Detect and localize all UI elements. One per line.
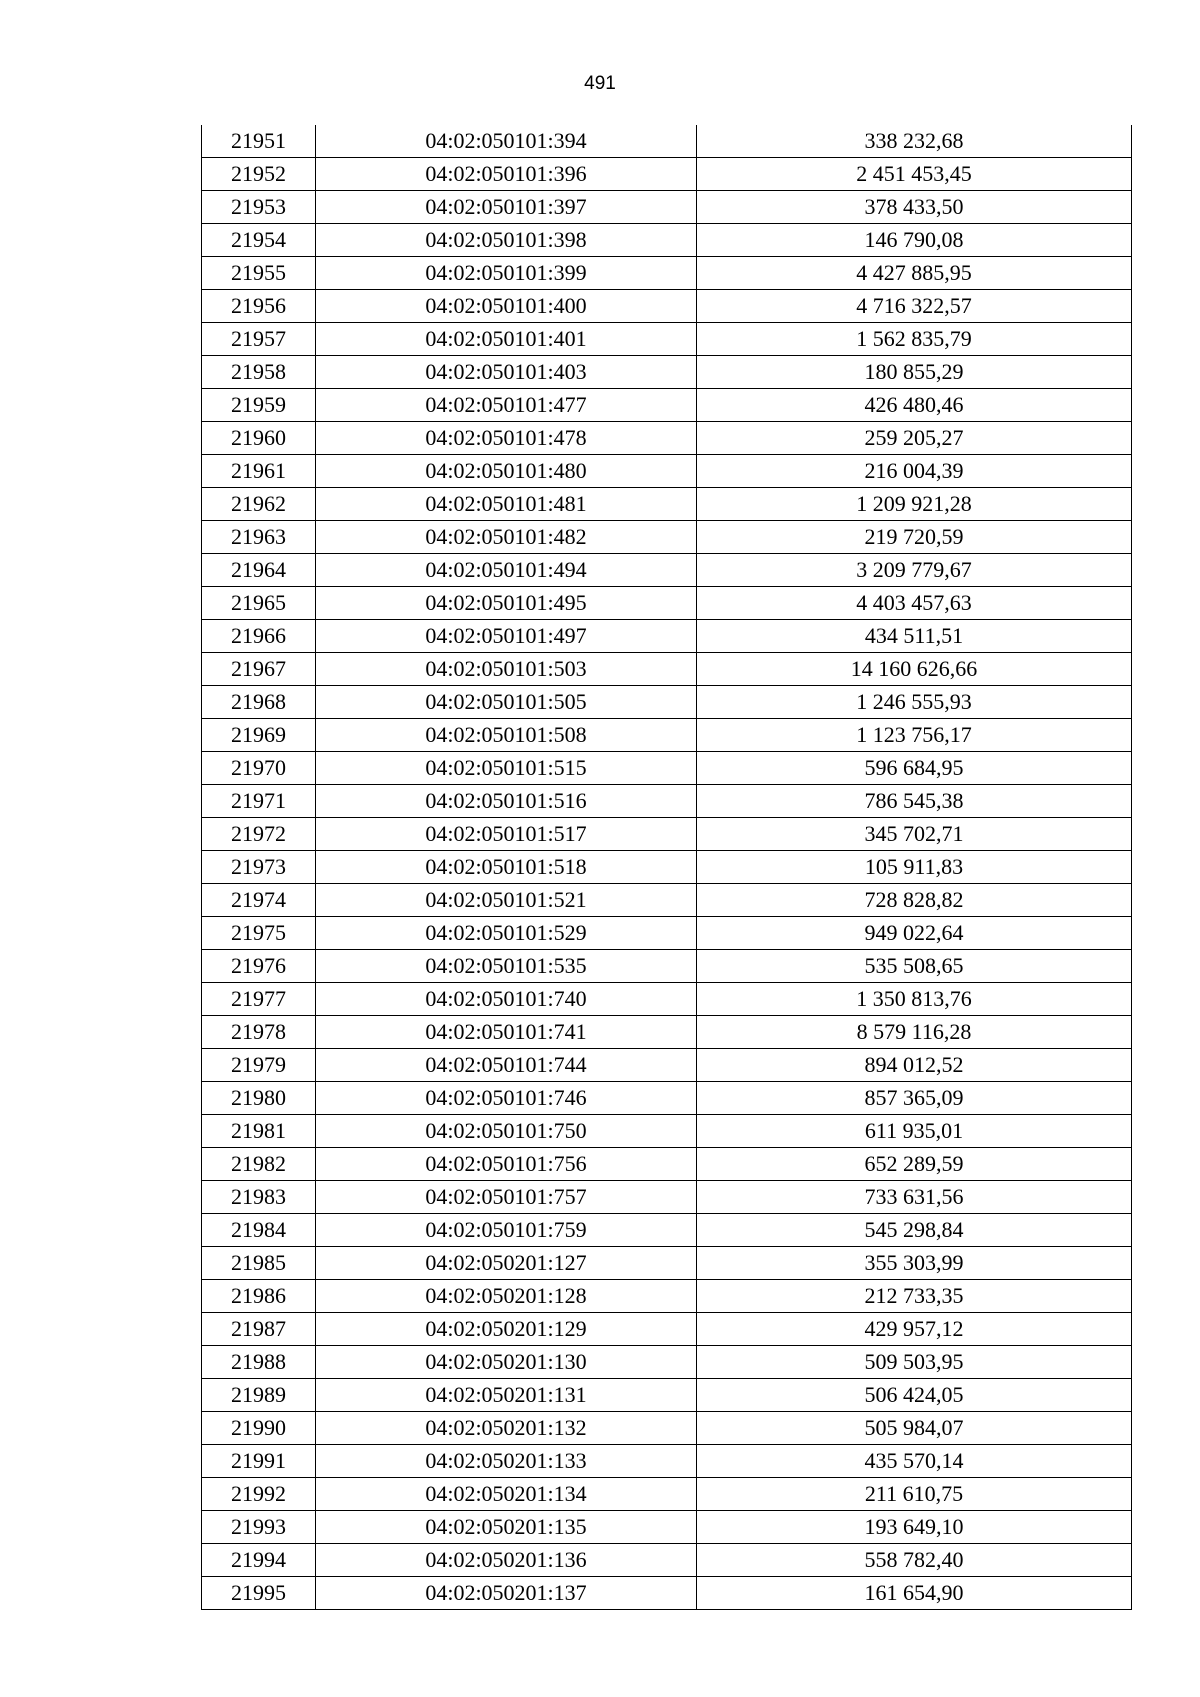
data-table [201, 125, 1132, 1610]
value-cell: 652 289,59 [697, 1148, 1132, 1181]
value-cell: 894 012,52 [697, 1049, 1132, 1082]
value-cell: 949 022,64 [697, 917, 1132, 950]
value-cell: 216 004,39 [697, 455, 1132, 488]
table-row [202, 521, 1132, 554]
table-row [202, 389, 1132, 422]
row-number-cell: 21970 [202, 752, 316, 785]
row-number-cell: 21987 [202, 1313, 316, 1346]
cadastral-number-cell: 04:02:050101:515 [316, 752, 697, 785]
value-cell: 2 451 453,45 [697, 158, 1132, 191]
value-cell: 545 298,84 [697, 1214, 1132, 1247]
value-cell: 3 209 779,67 [697, 554, 1132, 587]
table-row [202, 950, 1132, 983]
row-number-cell: 21988 [202, 1346, 316, 1379]
value-cell: 105 911,83 [697, 851, 1132, 884]
row-number-cell: 21963 [202, 521, 316, 554]
cadastral-number-cell: 04:02:050101:482 [316, 521, 697, 554]
value-cell: 1 350 813,76 [697, 983, 1132, 1016]
row-number-cell: 21959 [202, 389, 316, 422]
table-row [202, 686, 1132, 719]
cadastral-number-cell: 04:02:050101:744 [316, 1049, 697, 1082]
table-row [202, 587, 1132, 620]
cadastral-number-cell: 04:02:050101:399 [316, 257, 697, 290]
cadastral-number-cell: 04:02:050101:740 [316, 983, 697, 1016]
cadastral-number-cell: 04:02:050201:133 [316, 1445, 697, 1478]
row-number-cell: 21961 [202, 455, 316, 488]
table-row [202, 1412, 1132, 1445]
value-cell: 596 684,95 [697, 752, 1132, 785]
row-number-cell: 21965 [202, 587, 316, 620]
table-row [202, 158, 1132, 191]
table-row [202, 1577, 1132, 1610]
value-cell: 1 562 835,79 [697, 323, 1132, 356]
value-cell: 180 855,29 [697, 356, 1132, 389]
cadastral-number-cell: 04:02:050101:398 [316, 224, 697, 257]
cadastral-number-cell: 04:02:050101:521 [316, 884, 697, 917]
cadastral-number-cell: 04:02:050101:535 [316, 950, 697, 983]
row-number-cell: 21958 [202, 356, 316, 389]
cadastral-number-cell: 04:02:050101:746 [316, 1082, 697, 1115]
row-number-cell: 21983 [202, 1181, 316, 1214]
cadastral-number-cell: 04:02:050101:397 [316, 191, 697, 224]
row-number-cell: 21984 [202, 1214, 316, 1247]
cadastral-number-cell: 04:02:050101:403 [316, 356, 697, 389]
value-cell: 219 720,59 [697, 521, 1132, 554]
cadastral-number-cell: 04:02:050101:494 [316, 554, 697, 587]
row-number-cell: 21976 [202, 950, 316, 983]
cadastral-number-cell: 04:02:050201:128 [316, 1280, 697, 1313]
table-row [202, 1181, 1132, 1214]
table-row [202, 1544, 1132, 1577]
cadastral-number-cell: 04:02:050101:478 [316, 422, 697, 455]
cadastral-number-cell: 04:02:050101:518 [316, 851, 697, 884]
cadastral-number-cell: 04:02:050101:756 [316, 1148, 697, 1181]
cadastral-number-cell: 04:02:050101:505 [316, 686, 697, 719]
row-number-cell: 21962 [202, 488, 316, 521]
table-row [202, 455, 1132, 488]
value-cell: 426 480,46 [697, 389, 1132, 422]
table-row [202, 1214, 1132, 1247]
value-cell: 345 702,71 [697, 818, 1132, 851]
row-number-cell: 21986 [202, 1280, 316, 1313]
row-number-cell: 21972 [202, 818, 316, 851]
table-row [202, 1148, 1132, 1181]
row-number-cell: 21995 [202, 1577, 316, 1610]
cadastral-number-cell: 04:02:050101:396 [316, 158, 697, 191]
table-row [202, 125, 1132, 158]
table-row [202, 290, 1132, 323]
row-number-cell: 21985 [202, 1247, 316, 1280]
table-row [202, 488, 1132, 521]
row-number-cell: 21993 [202, 1511, 316, 1544]
cadastral-number-cell: 04:02:050101:741 [316, 1016, 697, 1049]
value-cell: 435 570,14 [697, 1445, 1132, 1478]
value-cell: 786 545,38 [697, 785, 1132, 818]
row-number-cell: 21957 [202, 323, 316, 356]
cadastral-number-cell: 04:02:050101:503 [316, 653, 697, 686]
value-cell: 1 209 921,28 [697, 488, 1132, 521]
value-cell: 611 935,01 [697, 1115, 1132, 1148]
cadastral-number-cell: 04:02:050201:135 [316, 1511, 697, 1544]
cadastral-number-cell: 04:02:050101:481 [316, 488, 697, 521]
table-row [202, 983, 1132, 1016]
table-row [202, 1115, 1132, 1148]
table-row [202, 851, 1132, 884]
row-number-cell: 21952 [202, 158, 316, 191]
table-row [202, 1313, 1132, 1346]
value-cell: 259 205,27 [697, 422, 1132, 455]
page-number: 491 [584, 73, 616, 94]
table-row [202, 1346, 1132, 1379]
value-cell: 4 427 885,95 [697, 257, 1132, 290]
value-cell: 193 649,10 [697, 1511, 1132, 1544]
value-cell: 505 984,07 [697, 1412, 1132, 1445]
table-row [202, 422, 1132, 455]
table-row [202, 1049, 1132, 1082]
value-cell: 1 123 756,17 [697, 719, 1132, 752]
row-number-cell: 21978 [202, 1016, 316, 1049]
value-cell: 211 610,75 [697, 1478, 1132, 1511]
cadastral-number-cell: 04:02:050201:130 [316, 1346, 697, 1379]
row-number-cell: 21960 [202, 422, 316, 455]
cadastral-number-cell: 04:02:050101:750 [316, 1115, 697, 1148]
value-cell: 429 957,12 [697, 1313, 1132, 1346]
table-row [202, 1016, 1132, 1049]
data-table-container [201, 125, 1131, 1610]
row-number-cell: 21968 [202, 686, 316, 719]
table-row [202, 620, 1132, 653]
cadastral-number-cell: 04:02:050201:127 [316, 1247, 697, 1280]
table-row [202, 257, 1132, 290]
cadastral-number-cell: 04:02:050101:517 [316, 818, 697, 851]
value-cell: 14 160 626,66 [697, 653, 1132, 686]
table-row [202, 191, 1132, 224]
value-cell: 733 631,56 [697, 1181, 1132, 1214]
value-cell: 535 508,65 [697, 950, 1132, 983]
value-cell: 558 782,40 [697, 1544, 1132, 1577]
row-number-cell: 21971 [202, 785, 316, 818]
cadastral-number-cell: 04:02:050101:516 [316, 785, 697, 818]
cadastral-number-cell: 04:02:050101:400 [316, 290, 697, 323]
cadastral-number-cell: 04:02:050101:495 [316, 587, 697, 620]
row-number-cell: 21953 [202, 191, 316, 224]
table-row [202, 719, 1132, 752]
row-number-cell: 21980 [202, 1082, 316, 1115]
row-number-cell: 21977 [202, 983, 316, 1016]
row-number-cell: 21969 [202, 719, 316, 752]
table-row [202, 1478, 1132, 1511]
row-number-cell: 21974 [202, 884, 316, 917]
row-number-cell: 21951 [202, 125, 316, 158]
table-row [202, 1445, 1132, 1478]
cadastral-number-cell: 04:02:050101:757 [316, 1181, 697, 1214]
row-number-cell: 21954 [202, 224, 316, 257]
row-number-cell: 21979 [202, 1049, 316, 1082]
value-cell: 8 579 116,28 [697, 1016, 1132, 1049]
table-row [202, 1511, 1132, 1544]
cadastral-number-cell: 04:02:050201:129 [316, 1313, 697, 1346]
value-cell: 857 365,09 [697, 1082, 1132, 1115]
value-cell: 728 828,82 [697, 884, 1132, 917]
row-number-cell: 21973 [202, 851, 316, 884]
table-row [202, 1082, 1132, 1115]
table-row [202, 818, 1132, 851]
table-row [202, 785, 1132, 818]
value-cell: 4 403 457,63 [697, 587, 1132, 620]
cadastral-number-cell: 04:02:050101:480 [316, 455, 697, 488]
table-row [202, 554, 1132, 587]
row-number-cell: 21955 [202, 257, 316, 290]
table-row [202, 323, 1132, 356]
value-cell: 338 232,68 [697, 125, 1132, 158]
cadastral-number-cell: 04:02:050201:137 [316, 1577, 697, 1610]
table-row [202, 917, 1132, 950]
cadastral-number-cell: 04:02:050101:497 [316, 620, 697, 653]
table-body [202, 125, 1132, 1610]
cadastral-number-cell: 04:02:050101:529 [316, 917, 697, 950]
cadastral-number-cell: 04:02:050101:508 [316, 719, 697, 752]
row-number-cell: 21992 [202, 1478, 316, 1511]
table-row [202, 356, 1132, 389]
table-row [202, 884, 1132, 917]
row-number-cell: 21991 [202, 1445, 316, 1478]
value-cell: 378 433,50 [697, 191, 1132, 224]
row-number-cell: 21975 [202, 917, 316, 950]
cadastral-number-cell: 04:02:050201:136 [316, 1544, 697, 1577]
table-row [202, 1280, 1132, 1313]
row-number-cell: 21989 [202, 1379, 316, 1412]
value-cell: 4 716 322,57 [697, 290, 1132, 323]
cadastral-number-cell: 04:02:050101:759 [316, 1214, 697, 1247]
value-cell: 146 790,08 [697, 224, 1132, 257]
table-row [202, 653, 1132, 686]
row-number-cell: 21981 [202, 1115, 316, 1148]
value-cell: 509 503,95 [697, 1346, 1132, 1379]
row-number-cell: 21966 [202, 620, 316, 653]
cadastral-number-cell: 04:02:050201:131 [316, 1379, 697, 1412]
value-cell: 212 733,35 [697, 1280, 1132, 1313]
table-row [202, 1379, 1132, 1412]
value-cell: 161 654,90 [697, 1577, 1132, 1610]
row-number-cell: 21994 [202, 1544, 316, 1577]
row-number-cell: 21956 [202, 290, 316, 323]
value-cell: 1 246 555,93 [697, 686, 1132, 719]
value-cell: 506 424,05 [697, 1379, 1132, 1412]
value-cell: 355 303,99 [697, 1247, 1132, 1280]
row-number-cell: 21964 [202, 554, 316, 587]
cadastral-number-cell: 04:02:050201:134 [316, 1478, 697, 1511]
cadastral-number-cell: 04:02:050101:394 [316, 125, 697, 158]
cadastral-number-cell: 04:02:050201:132 [316, 1412, 697, 1445]
table-row [202, 1247, 1132, 1280]
table-row [202, 224, 1132, 257]
cadastral-number-cell: 04:02:050101:477 [316, 389, 697, 422]
table-row [202, 752, 1132, 785]
value-cell: 434 511,51 [697, 620, 1132, 653]
cadastral-number-cell: 04:02:050101:401 [316, 323, 697, 356]
row-number-cell: 21990 [202, 1412, 316, 1445]
row-number-cell: 21982 [202, 1148, 316, 1181]
row-number-cell: 21967 [202, 653, 316, 686]
